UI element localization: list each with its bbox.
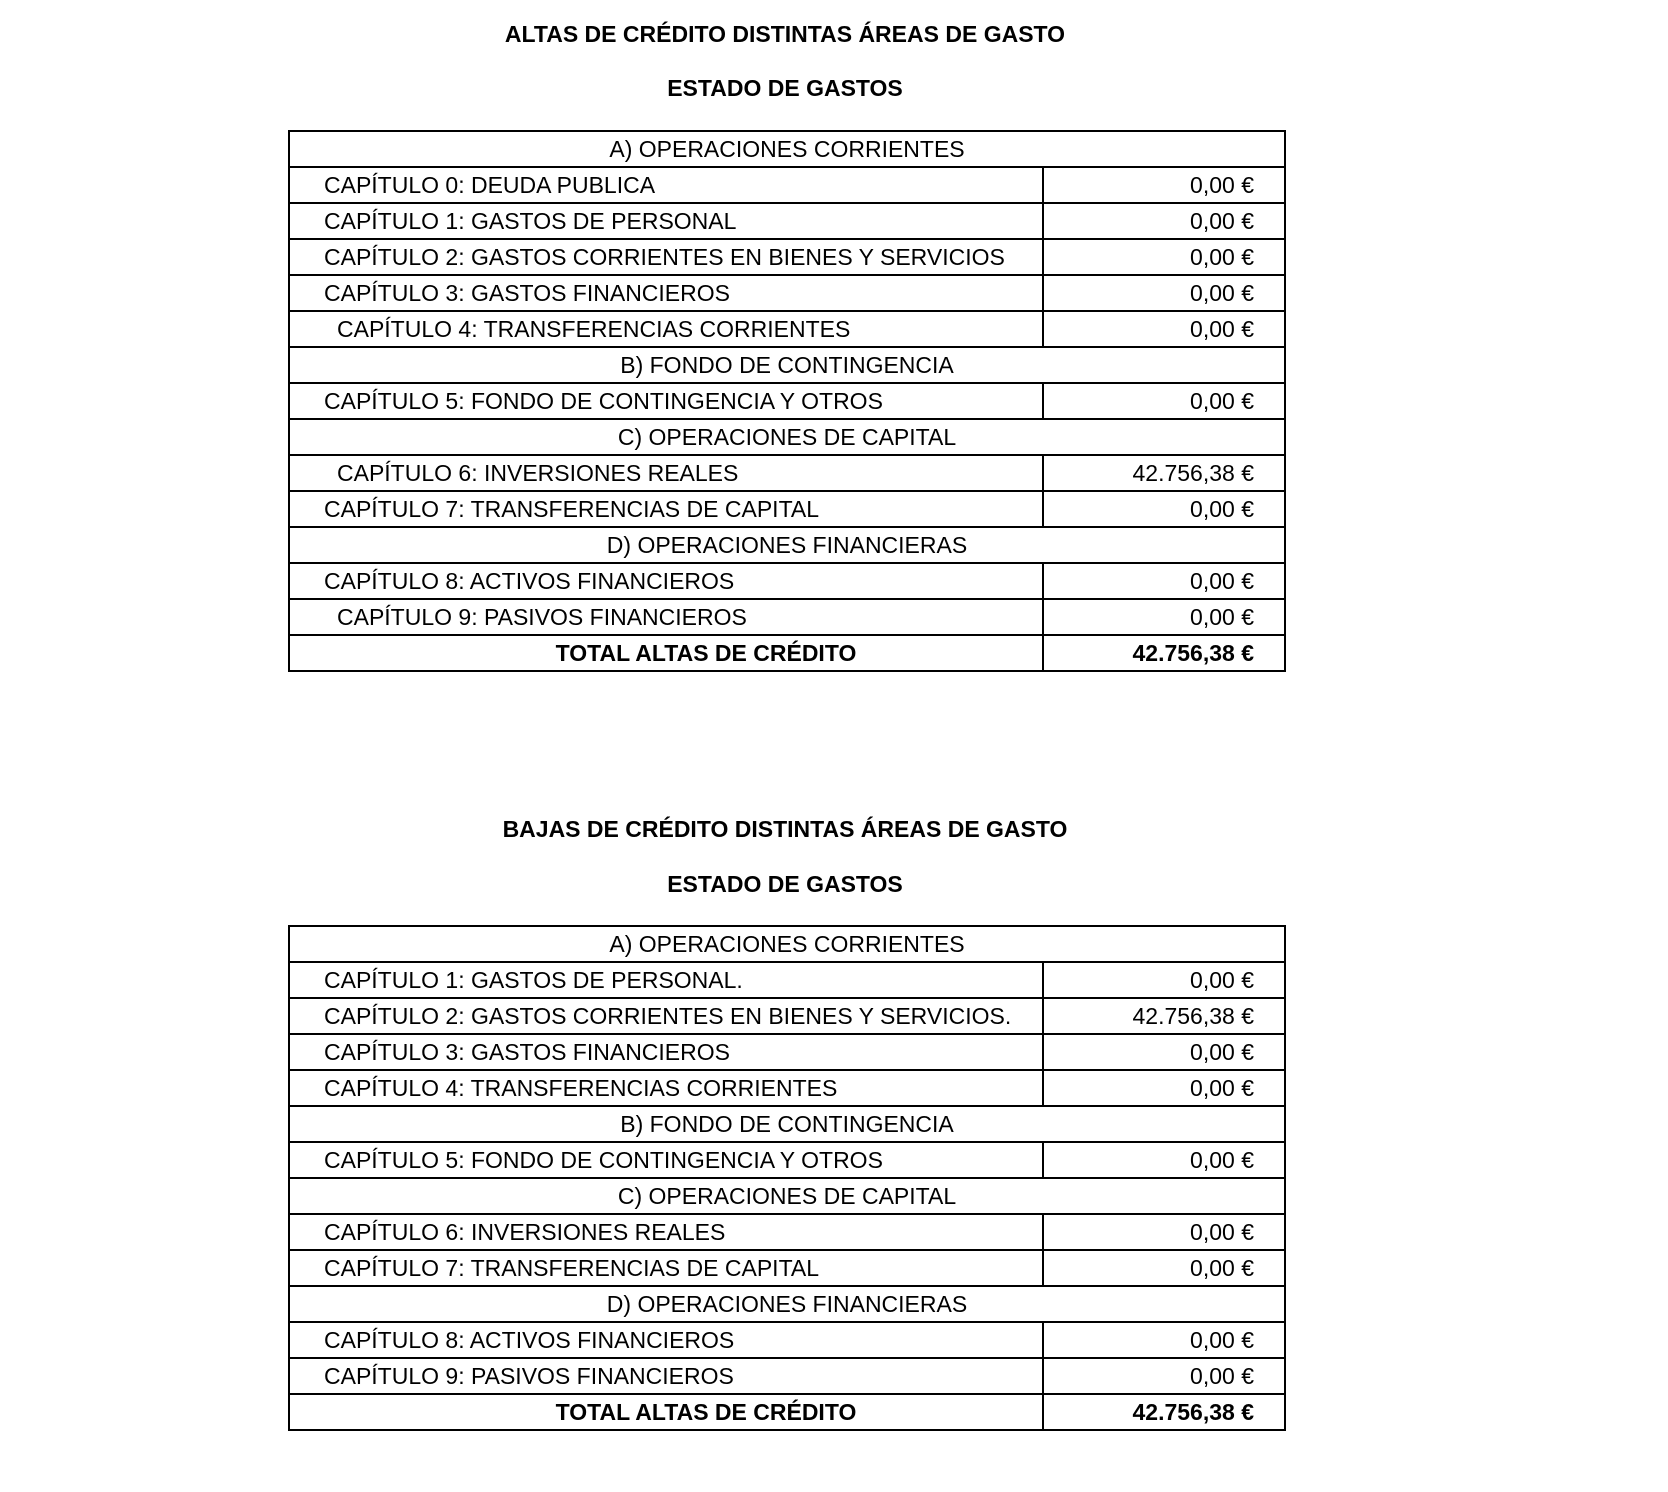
altas-subtitle: ESTADO DE GASTOS: [667, 75, 903, 101]
row-label: TOTAL ALTAS DE CRÉDITO: [289, 635, 1043, 671]
section-row: [289, 131, 1285, 167]
row-label: CAPÍTULO 4: TRANSFERENCIAS CORRIENTES: [289, 1070, 1043, 1106]
table-row: [289, 491, 1285, 527]
row-amount: 0,00 €: [1043, 491, 1285, 527]
row-label: CAPÍTULO 2: GASTOS CORRIENTES EN BIENES Y SERVICIOS.: [289, 998, 1043, 1034]
row-amount: 42.756,38 €: [1043, 635, 1285, 671]
row-label: CAPÍTULO 3: GASTOS FINANCIEROS: [289, 1034, 1043, 1070]
table-row: [289, 311, 1285, 347]
section-row: [289, 1106, 1285, 1142]
row-amount: 42.756,38 €: [1043, 998, 1285, 1034]
row-label: CAPÍTULO 5: FONDO DE CONTINGENCIA Y OTROS: [289, 1142, 1043, 1178]
table-row: [289, 1070, 1285, 1106]
table-row: [289, 455, 1285, 491]
row-amount: 0,00 €: [1043, 311, 1285, 347]
table-row: [289, 1358, 1285, 1394]
row-amount: 0,00 €: [1043, 239, 1285, 275]
table-row: [289, 203, 1285, 239]
row-amount: 0,00 €: [1043, 167, 1285, 203]
row-label: CAPÍTULO 6: INVERSIONES REALES: [289, 1214, 1043, 1250]
table-row: [289, 1250, 1285, 1286]
section-row: [289, 926, 1285, 962]
section-row: [289, 1178, 1285, 1214]
section-row: [289, 527, 1285, 563]
altas-table: [288, 130, 1286, 672]
row-label: CAPÍTULO 2: GASTOS CORRIENTES EN BIENES Y SERVICIOS: [289, 239, 1043, 275]
section-row: [289, 347, 1285, 383]
row-amount: 0,00 €: [1043, 563, 1285, 599]
section-label: C) OPERACIONES DE CAPITAL: [289, 1178, 1285, 1214]
row-amount: 0,00 €: [1043, 599, 1285, 635]
table-row: [289, 599, 1285, 635]
row-amount: 42.756,38 €: [1043, 455, 1285, 491]
section-label: B) FONDO DE CONTINGENCIA: [289, 347, 1285, 383]
row-amount: 0,00 €: [1043, 383, 1285, 419]
table-row: [289, 1214, 1285, 1250]
section-row: [289, 419, 1285, 455]
table-row: [289, 239, 1285, 275]
row-amount: 0,00 €: [1043, 1322, 1285, 1358]
table-row: [289, 167, 1285, 203]
row-label: CAPÍTULO 3: GASTOS FINANCIEROS: [289, 275, 1043, 311]
bajas-title: BAJAS DE CRÉDITO DISTINTAS ÁREAS DE GASTO: [502, 816, 1068, 842]
row-label: CAPÍTULO 9: PASIVOS FINANCIEROS: [289, 599, 1043, 635]
row-amount: 0,00 €: [1043, 1250, 1285, 1286]
row-amount: 0,00 €: [1043, 275, 1285, 311]
row-label: CAPÍTULO 8: ACTIVOS FINANCIEROS: [289, 563, 1043, 599]
table-row: [289, 1142, 1285, 1178]
table-row: [289, 563, 1285, 599]
row-label: CAPÍTULO 6: INVERSIONES REALES: [289, 455, 1043, 491]
row-label: TOTAL ALTAS DE CRÉDITO: [289, 1394, 1043, 1430]
row-label: CAPÍTULO 8: ACTIVOS FINANCIEROS: [289, 1322, 1043, 1358]
row-label: CAPÍTULO 7: TRANSFERENCIAS DE CAPITAL: [289, 491, 1043, 527]
section-label: A) OPERACIONES CORRIENTES: [289, 131, 1285, 167]
section-label: A) OPERACIONES CORRIENTES: [289, 926, 1285, 962]
row-label: CAPÍTULO 1: GASTOS DE PERSONAL: [289, 203, 1043, 239]
row-amount: 0,00 €: [1043, 1214, 1285, 1250]
total-row: [289, 635, 1285, 671]
row-amount: 0,00 €: [1043, 1070, 1285, 1106]
table-row: [289, 998, 1285, 1034]
section-label: D) OPERACIONES FINANCIERAS: [289, 1286, 1285, 1322]
altas-title: ALTAS DE CRÉDITO DISTINTAS ÁREAS DE GASTO: [504, 21, 1066, 47]
table-row: [289, 275, 1285, 311]
row-amount: 0,00 €: [1043, 962, 1285, 998]
row-amount: 42.756,38 €: [1043, 1394, 1285, 1430]
table-row: [289, 962, 1285, 998]
table-row: [289, 1034, 1285, 1070]
row-label: CAPÍTULO 5: FONDO DE CONTINGENCIA Y OTROS: [289, 383, 1043, 419]
row-label: CAPÍTULO 4: TRANSFERENCIAS CORRIENTES: [289, 311, 1043, 347]
total-row: [289, 1394, 1285, 1430]
bajas-table: [288, 925, 1286, 1431]
bajas-subtitle: ESTADO DE GASTOS: [667, 871, 903, 897]
row-amount: 0,00 €: [1043, 1034, 1285, 1070]
section-label: D) OPERACIONES FINANCIERAS: [289, 527, 1285, 563]
row-amount: 0,00 €: [1043, 1358, 1285, 1394]
table-row: [289, 1322, 1285, 1358]
section-label: B) FONDO DE CONTINGENCIA: [289, 1106, 1285, 1142]
section-label: C) OPERACIONES DE CAPITAL: [289, 419, 1285, 455]
row-label: CAPÍTULO 1: GASTOS DE PERSONAL.: [289, 962, 1043, 998]
row-label: CAPÍTULO 0: DEUDA PUBLICA: [289, 167, 1043, 203]
table-row: [289, 383, 1285, 419]
section-row: [289, 1286, 1285, 1322]
row-amount: 0,00 €: [1043, 203, 1285, 239]
row-amount: 0,00 €: [1043, 1142, 1285, 1178]
row-label: CAPÍTULO 7: TRANSFERENCIAS DE CAPITAL: [289, 1250, 1043, 1286]
row-label: CAPÍTULO 9: PASIVOS FINANCIEROS: [289, 1358, 1043, 1394]
